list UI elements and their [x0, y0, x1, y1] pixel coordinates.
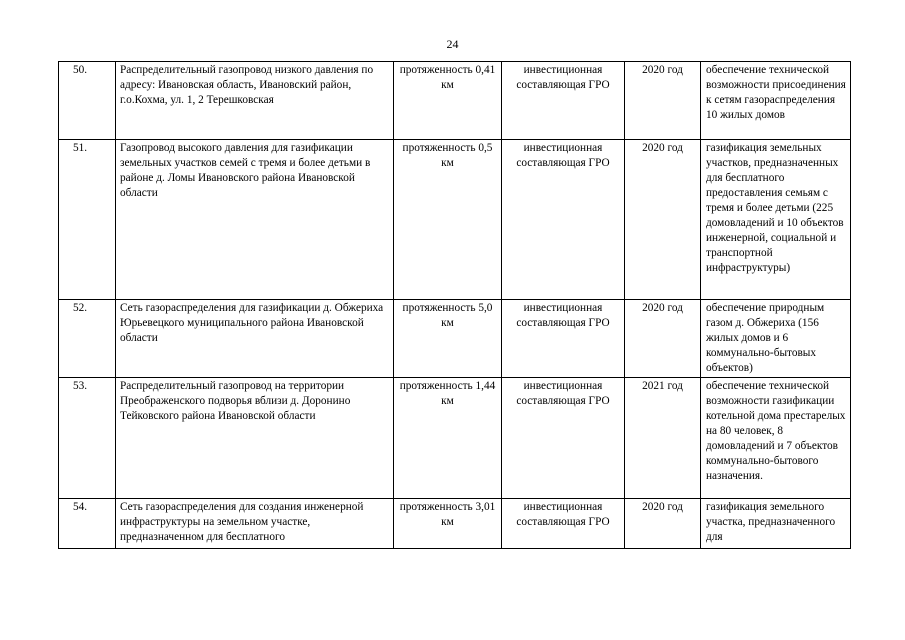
completion-year: 2021 год [625, 378, 701, 499]
purpose: обеспечение технической возможности присоединения к сетям газораспределения 10 жилых домов [701, 62, 851, 140]
purpose: обеспечение природным газом д. Обжериха (156 жилых домов и 6 коммунально-бытовых объектов) [701, 300, 851, 378]
row-number: 52. [59, 300, 116, 378]
object-name: Сеть газораспределения для газификации д. Обжериха Юрьевецкого муниципального района Ивановской области [116, 300, 394, 378]
object-name [116, 499, 394, 549]
gas-pipeline-table [58, 61, 851, 549]
table-row [59, 62, 851, 140]
pipeline-length: протяженность 5,0 км [394, 300, 502, 378]
table-row [59, 499, 851, 549]
object-name: Газопровод высокого давления для газификации земельных участков семей с тремя и более детьми в районе д. Ломы Ивановского района Ивановской области [116, 140, 394, 300]
object-name: Распределительный газопровод на территории Преображенского подворья вблизи д. Доронино Тейковского района Ивановской области [116, 378, 394, 499]
funding-source: инвестиционная составляющая ГРО [502, 300, 625, 378]
purpose: газификация земельных участков, предназначенных для бесплатного предоставления семьям с тремя и более детьми (225 домовладений и 10 объектов инженерной, социальной и транспортной инфраструктуры) [701, 140, 851, 300]
purpose [701, 499, 851, 549]
pipeline-length: протяженность 0,5 км [394, 140, 502, 300]
completion-year: 2020 год [625, 140, 701, 300]
table-row [59, 140, 851, 300]
row-number: 50. [59, 62, 116, 140]
completion-year: 2020 год [625, 62, 701, 140]
completion-year: 2020 год [625, 499, 701, 549]
pipeline-length: протяженность 0,41 км [394, 62, 502, 140]
pipeline-length: протяженность 1,44 км [394, 378, 502, 499]
table-row [59, 378, 851, 499]
table-row [59, 300, 851, 378]
funding-source: инвестиционная составляющая ГРО [502, 499, 625, 549]
purpose: обеспечение технической возможности газификации котельной дома престарелых на 80 человек, 8 домовладений и 7 объектов коммунально-бытового назначения. [701, 378, 851, 499]
funding-source: инвестиционная составляющая ГРО [502, 378, 625, 499]
object-name: Распределительный газопровод низкого давления по адресу: Ивановская область, Ивановский район, г.о.Кохма, ул. 1, 2 Терешковская [116, 62, 394, 140]
completion-year: 2020 год [625, 300, 701, 378]
pipeline-length: протяженность 3,01 км [394, 499, 502, 549]
page-number: 24 [446, 37, 459, 51]
row-number: 53. [59, 378, 116, 499]
funding-source: инвестиционная составляющая ГРО [502, 140, 625, 300]
row-number: 54. [59, 499, 116, 549]
purpose-text: газификация земельного участка, предназначенного для [706, 501, 836, 543]
row-number: 51. [59, 140, 116, 300]
object-name-text: Сеть газораспределения для создания инженерной инфраструктуры на земельном участке, предназначенном для бесплатного [120, 501, 364, 543]
funding-source: инвестиционная составляющая ГРО [502, 62, 625, 140]
